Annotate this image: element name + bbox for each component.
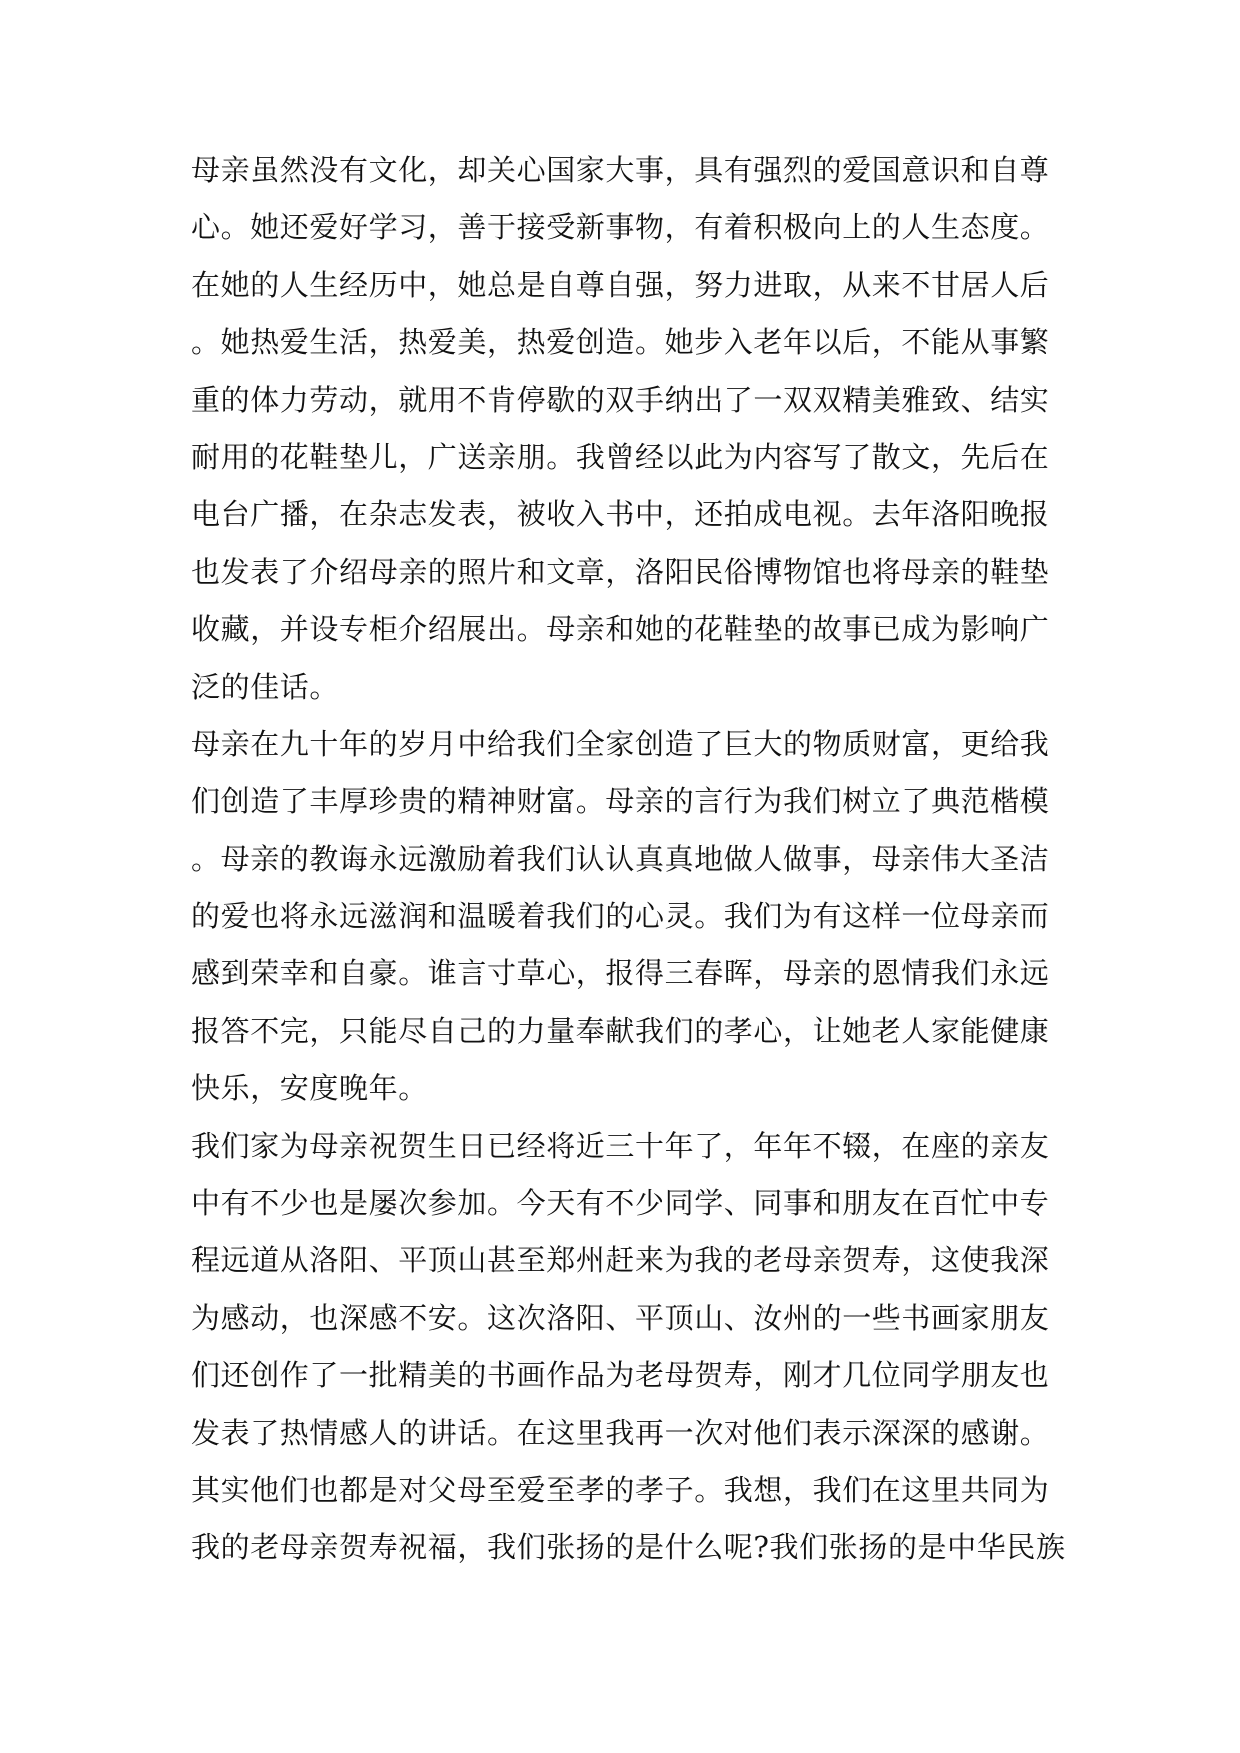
document-body	[191, 142, 1071, 1577]
text-line: 们还创作了一批精美的书画作品为老母贺寿，刚才几位同学朋友也	[191, 1358, 1050, 1393]
text-line: 。母亲的教诲永远激励着我们认认真真地做人做事，母亲伟大圣洁	[191, 841, 1050, 876]
text-line: 电台广播，在杂志发表，被收入书中，还拍成电视。去年洛阳晚报	[191, 497, 1050, 532]
text-line: 。她热爱生活，热爱美，热爱创造。她步入老年以后，不能从事繁	[191, 325, 1050, 360]
text-line: 耐用的花鞋垫儿，广送亲朋。我曾经以此为内容写了散文，先后在	[191, 439, 1050, 474]
text-line: 我们家为母亲祝贺生日已经将近三十年了，年年不辍，在座的亲友	[191, 1128, 1050, 1163]
text-line: 泛的佳话。	[191, 669, 340, 704]
text-line: 的爱也将永远滋润和温暖着我们的心灵。我们为有这样一位母亲而	[191, 899, 1050, 934]
text-line: 们创造了丰厚珍贵的精神财富。母亲的言行为我们树立了典范楷模	[191, 784, 1050, 819]
text-line: 重的体力劳动，就用不肯停歇的双手纳出了一双双精美雅致、结实	[191, 382, 1050, 417]
text-line: 中有不少也是屡次参加。今天有不少同学、同事和朋友在百忙中专	[191, 1186, 1050, 1221]
text-line: 发表了热情感人的讲话。在这里我再一次对他们表示深深的感谢。	[191, 1415, 1050, 1450]
text-line: 其实他们也都是对父母至爱至孝的孝子。我想，我们在这里共同为	[191, 1472, 1050, 1507]
text-line: 快乐，安度晚年。	[191, 1071, 428, 1106]
text-line: 母亲在九十年的岁月中给我们全家创造了巨大的物质财富，更给我	[191, 726, 1050, 761]
text-line: 也发表了介绍母亲的照片和文章，洛阳民俗博物馆也将母亲的鞋垫	[191, 554, 1050, 589]
text-line: 为感动，也深感不安。这次洛阳、平顶山、汝州的一些书画家朋友	[191, 1300, 1050, 1335]
text-line: 在她的人生经历中，她总是自尊自强，努力进取，从来不甘居人后	[191, 267, 1050, 302]
text-line: 母亲虽然没有文化，却关心国家大事，具有强烈的爱国意识和自尊	[191, 153, 1050, 187]
text-line: 程远道从洛阳、平顶山甚至郑州赶来为我的老母亲贺寿，这使我深	[191, 1243, 1050, 1278]
text-line: 报答不完，只能尽自己的力量奉献我们的孝心，让她老人家能健康	[191, 1013, 1050, 1048]
text-line: 心。她还爱好学习，善于接受新事物，有着积极向上的人生态度。	[191, 210, 1050, 245]
text-line: 感到荣幸和自豪。谁言寸草心，报得三春晖，母亲的恩情我们永远	[191, 956, 1050, 991]
text-line: 我的老母亲贺寿祝福，我们张扬的是什么呢?我们张扬的是中华民族	[191, 1530, 1066, 1565]
text-line: 收藏，并设专柜介绍展出。母亲和她的花鞋垫的故事已成为影响广	[191, 612, 1050, 647]
